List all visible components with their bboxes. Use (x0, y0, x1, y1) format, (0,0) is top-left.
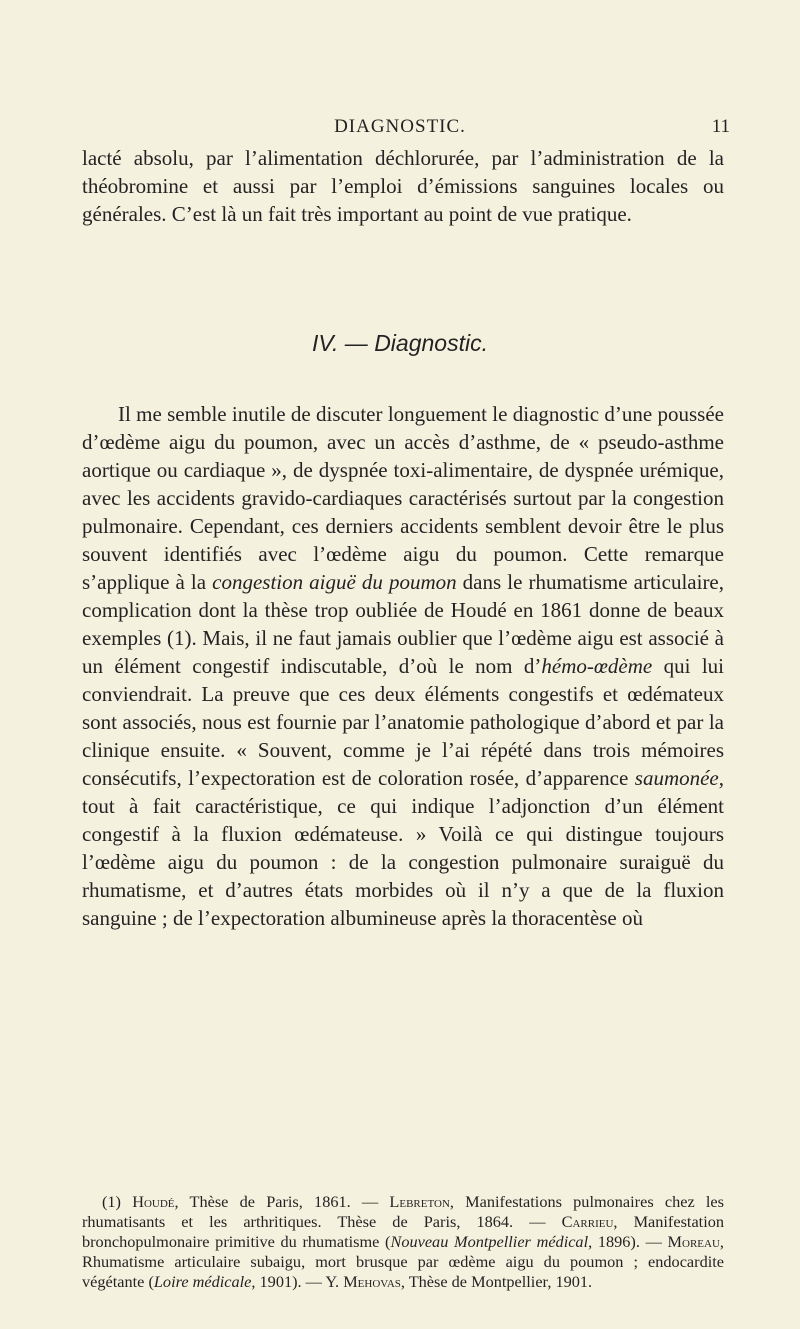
footnote-text: , Thèse de Montpellier, 1901. (400, 1272, 593, 1291)
section-heading: IV. — Diagnostic. (312, 330, 488, 356)
footnote-text: , Thèse de Paris, 1861. — (174, 1192, 390, 1211)
footnote-journal: Loire médicale (153, 1272, 252, 1291)
running-title: DIAGNOSTIC. (334, 116, 466, 137)
intro-paragraph: lacté absolu, par l’alimentation déchlorurée, par l’administration de la théobromine et aussi par l’emploi d’émissions sanguines locales ou générales. C’est là un fait très important au point de vue pratique. (82, 146, 724, 226)
italic-term-saumonee: saumonée (634, 766, 719, 790)
footnote-author: Mehovas (343, 1272, 401, 1291)
footnote-author: Carrieu (561, 1212, 614, 1231)
footnote-author: Houdé (132, 1192, 175, 1211)
footnote (82, 1192, 724, 1292)
page-number: 11 (711, 116, 730, 137)
footnote-text: (1) (102, 1192, 133, 1211)
italic-term-hemo-oedeme: hémo-œdème (541, 654, 653, 678)
footnote-text: , 1901). — Y. (251, 1272, 344, 1291)
main-text-part-1: Il me semble inutile de discuter longuement le diagnostic d’une poussée d’œdème aigu du poumon, avec un accès d’asthme, de « pseudo-asthme aortique ou cardiaque », de dyspnée toxi-alimentaire, de dyspnée urémique, avec les accidents gravido-cardiaques caractérisés surtout par la congestion pulmonaire. Cependant, ces derniers accidents semblent devoir être le plus souvent identifiés avec l’œdème aigu du poumon. Cette remarque s’applique à la (82, 402, 724, 594)
main-paragraph (82, 400, 724, 932)
footnote-text: , Manifestations pulmonaires chez les rhumatisants et les arthritiques. Thèse de Paris, 1864. — (82, 1192, 724, 1231)
footnote-author: Moreau (667, 1232, 720, 1251)
italic-term-congestion: congestion aiguë du poumon (212, 570, 457, 594)
footnote-author: Lebreton (389, 1192, 450, 1211)
footnote-text: , Manifestation bronchopulmonaire primitive du rhumatisme ( (82, 1212, 724, 1251)
footnote-text: , Rhumatisme articulaire subaigu, mort brusque par œdème aigu du poumon ; endocardite végétante ( (82, 1232, 724, 1291)
main-text-part-2: dans le rhumatisme articulaire, complication dont la thèse trop oubliée de Houdé en 1861 donne de beaux exemples (1). Mais, il ne faut jamais oublier que l’œdème aigu est associé à un élément congestif indiscutable, d’où le nom d’ (82, 570, 725, 678)
footnote-journal: Nouveau Montpellier médical (390, 1232, 589, 1251)
main-text-part-3: qui lui conviendrait. La preuve que ces deux éléments congestifs et œdémateux sont associés, nous est fournie par l’anatomie pathologique d’abord et par la clinique ensuite. « Souvent, comme je l’ai répété dans trois mémoires consécutifs, l’expectoration est de coloration rosée, d’apparence (82, 654, 724, 790)
footnote-text: , 1896). — (588, 1232, 668, 1251)
running-header (0, 116, 800, 140)
main-text-part-4: , tout à fait caractéristique, ce qui indique l’adjonction d’un élément congestif à la fluxion œdémateuse. » Voilà ce qui distingue toujours l’œdème aigu du poumon : de la congestion pulmonaire suraiguë du rhumatisme, et d’autres états morbides où il n’y a que de la fluxion sanguine ; de l’expectoration albumineuse après la thoracentèse où (82, 766, 724, 930)
